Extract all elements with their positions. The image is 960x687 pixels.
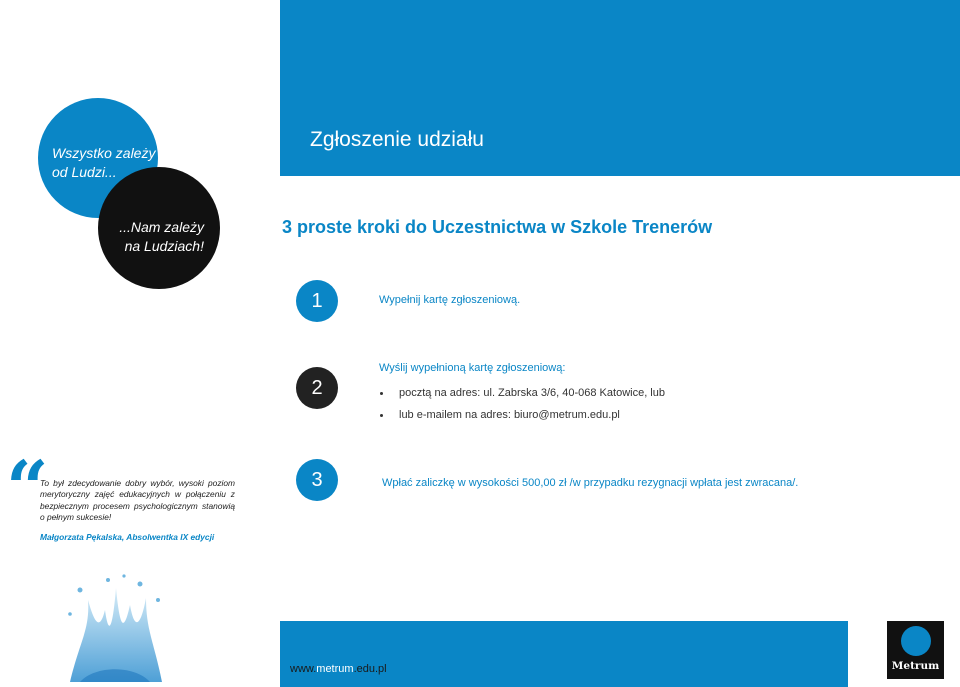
testimonial-author: Małgorzata Pękalska, Absolwentka IX edycji — [40, 532, 215, 542]
blue-circle-text: Wszystko zależy od Ludzi... — [52, 145, 156, 180]
water-splash-icon — [50, 570, 180, 687]
step-2-text: Wyślij wypełnioną kartę zgłoszeniową: — [379, 362, 566, 374]
logo-text: Metrum — [891, 660, 940, 672]
page-title: Zgłoszenie udziału — [310, 128, 484, 151]
quote-mark-icon: “ — [6, 446, 49, 532]
footer-band — [280, 621, 848, 687]
footer-url-domain: .edu.pl — [353, 663, 387, 675]
step-1-badge: 1 — [296, 280, 338, 322]
testimonial-text: To był zdecydowanie dobry wybór, wysoki poziom merytoryczny zajęć edukacyjnych w połączeniu z bezpiecznym procesem psychologicznym stanowią o pełnym sukcesie! — [40, 478, 235, 523]
logo-circle-icon — [901, 626, 931, 656]
step-3-badge: 3 — [296, 459, 338, 501]
step-1-text: Wypełnij kartę zgłoszeniową. — [379, 294, 521, 306]
steps-heading-rest: do Uczestnictwa w Szkole Trenerów — [400, 217, 713, 237]
footer-website-link[interactable] — [290, 663, 387, 675]
step-2-item-post: pocztą na adres: ul. Zabrska 3/6, 40-068 Katowice, lub — [380, 387, 665, 409]
footer-url-metrum: metrum — [316, 663, 354, 675]
step-2-badge: 2 — [296, 367, 338, 409]
steps-heading — [282, 217, 712, 238]
step-2-list — [380, 387, 665, 431]
black-circle-text: ...Nam zależy na Ludziach! — [119, 219, 204, 254]
steps-heading-strong: 3 proste kroki — [282, 217, 401, 237]
footer-url-www: www. — [290, 663, 317, 675]
step-2-item-email: lub e-mailem na adres: biuro@metrum.edu.pl — [380, 409, 665, 431]
step-3-text: Wpłać zaliczkę w wysokości 500,00 zł /w przypadku rezygnacji wpłata jest zwracana/. — [382, 477, 799, 489]
